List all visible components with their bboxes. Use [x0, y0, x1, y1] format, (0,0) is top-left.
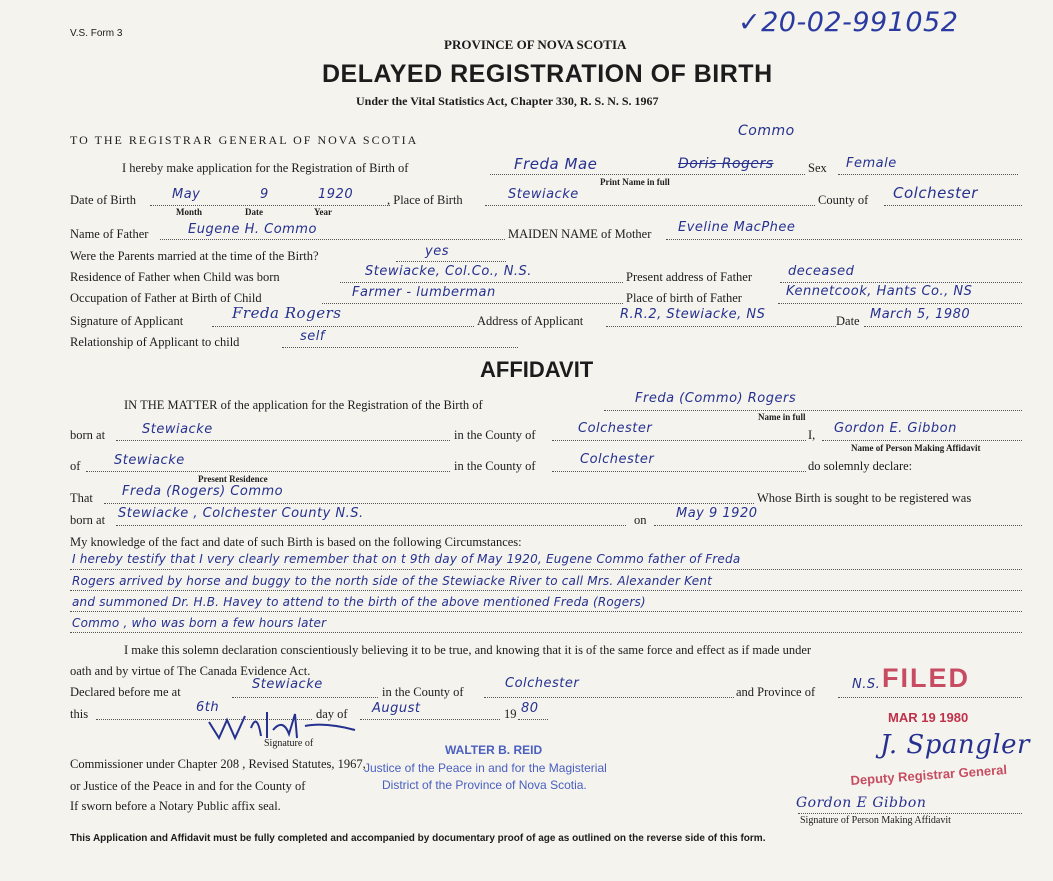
married-label: Were the Parents married at the time of the Birth? — [70, 249, 319, 263]
county-line — [884, 205, 1022, 206]
addressee-line: TO THE REGISTRAR GENERAL OF NOVA SCOTIA — [70, 133, 419, 147]
dob-day-value: 9 — [260, 187, 269, 202]
on-label: on — [634, 513, 647, 527]
sex-line — [838, 174, 1018, 175]
occupation-label: Occupation of Father at Birth of Child — [70, 291, 262, 305]
mother-value: Eveline MacPhee — [678, 220, 796, 235]
file-number: ✓20-02-991052 — [738, 7, 959, 38]
application-date-line — [864, 326, 1022, 327]
declared-county: Colchester — [505, 676, 580, 691]
present-residence-note: Present Residence — [198, 474, 268, 484]
residence-of-line — [86, 471, 450, 472]
deponent-residence: Stewiacke — [114, 453, 185, 468]
month-line — [360, 719, 500, 720]
relationship-label: Relationship of Applicant to child — [70, 335, 240, 349]
year-line — [518, 719, 548, 720]
birth-date-value: May 9 1920 — [676, 506, 758, 521]
declared-place: Stewiacke — [252, 677, 323, 692]
knowledge-text: My knowledge of the fact and date of such Birth is based on the following Circumstances: — [70, 535, 522, 549]
solemnly-declare: do solemnly declare: — [808, 459, 913, 473]
year-value: 80 — [521, 701, 539, 716]
present-address-label: Present address of Father — [626, 270, 753, 284]
surname-correction: Commo — [738, 123, 795, 139]
month-value: August — [372, 701, 421, 716]
born-at-line-2 — [116, 525, 626, 526]
jp-stamp-name: WALTER B. REID — [445, 743, 543, 757]
county-label: County of — [818, 193, 869, 207]
residence-line — [340, 282, 623, 283]
applicant-signature-label: Signature of Applicant — [70, 314, 184, 328]
matter-text: IN THE MATTER of the application for the Registration of the Birth of — [124, 398, 483, 412]
name-in-full-note: Name in full — [758, 412, 806, 422]
present-address-value: deceased — [788, 264, 855, 279]
whose-birth: Whose Birth is sought to be registered was — [757, 491, 972, 505]
commissioner-line-3: If sworn before a Notary Public affix seal. — [70, 799, 281, 813]
circ-line-3 — [70, 611, 1022, 612]
sex-value: Female — [846, 156, 897, 171]
deponent-signature-label: Signature of Person Making Affidavit — [800, 815, 951, 826]
jp-stamp-line-3: District of the Province of Nova Scotia. — [382, 778, 587, 792]
pob-line — [485, 205, 815, 206]
county-of-line — [552, 440, 806, 441]
county-of-label-2: in the County of — [454, 459, 536, 473]
year-prefix: 19 — [504, 707, 517, 721]
applicant-address-value: R.R.2, Stewiacke, NS — [620, 307, 766, 322]
deputy-registrar-stamp: Deputy Registrar General — [850, 762, 1008, 788]
county-of-line-2 — [552, 471, 806, 472]
form-number: V.S. Form 3 — [70, 28, 123, 39]
declared-label: Declared before me at — [70, 685, 181, 699]
child-name-struck: Doris Rogers — [678, 156, 774, 172]
application-date-label: Date — [836, 314, 860, 328]
occupation-value: Farmer - lumberman — [352, 285, 496, 300]
dob-month-value: May — [172, 187, 201, 202]
filed-stamp: FILED — [882, 663, 970, 693]
applicant-address-label: Address of Applicant — [477, 314, 584, 328]
mother-label: MAIDEN NAME of Mother — [508, 227, 652, 241]
child-name-value: Freda Mae — [514, 155, 598, 173]
deponent-county: Colchester — [580, 452, 655, 467]
print-name-note: Print Name in full — [600, 177, 670, 187]
signature-of-label: Signature of — [264, 738, 314, 749]
residence-label: Residence of Father when Child was born — [70, 270, 280, 284]
circ-line-1 — [70, 569, 1022, 570]
married-value: yes — [425, 244, 449, 259]
circumstance-line: and summoned Dr. H.B. Havey to attend to the birth of the above mentioned Freda (Rogers) — [72, 595, 646, 609]
circ-line-4 — [70, 632, 1022, 633]
that-line — [104, 503, 754, 504]
occupation-line — [322, 303, 623, 304]
born-at-line — [116, 440, 450, 441]
jp-stamp-line-2: Justice of the Peace in and for the Magisterial — [364, 761, 607, 775]
on-line — [654, 525, 1022, 526]
father-birthplace-label: Place of birth of Father — [626, 291, 742, 305]
applicant-signature: Freda Rogers — [232, 304, 342, 322]
year-note: Year — [314, 207, 332, 217]
commissioner-line-1: Commissioner under Chapter 208 , Revised Statutes, 1967, — [70, 757, 366, 771]
that-value: Freda (Rogers) Commo — [122, 484, 284, 499]
circumstance-line: I hereby testify that I very clearly remember that on t 9th day of May 1920, Eugene Commo father of Freda — [72, 552, 741, 566]
commissioner-line-2: or Justice of the Peace in and for the County of — [70, 779, 306, 793]
county-of-label: in the County of — [454, 428, 536, 442]
circumstance-line: Commo , who was born a few hours later — [72, 616, 327, 630]
dob-line — [150, 205, 390, 206]
date-note: Date — [245, 207, 263, 217]
sex-label: Sex — [808, 161, 827, 175]
mother-line — [666, 239, 1022, 240]
father-line — [160, 239, 505, 240]
born-county-value: Colchester — [578, 421, 653, 436]
application-intro: I hereby make application for the Registration of Birth of — [122, 161, 409, 175]
circ-line-2 — [70, 590, 1022, 591]
filed-date: MAR 19 1980 — [888, 710, 969, 725]
province-label: and Province of — [736, 685, 816, 699]
that-label: That — [70, 491, 93, 505]
province-heading: PROVINCE OF NOVA SCOTIA — [444, 37, 627, 52]
father-label: Name of Father — [70, 227, 149, 241]
applicant-address-line — [606, 326, 836, 327]
day-value: 6th — [196, 700, 220, 715]
born-at-label: born at — [70, 428, 106, 442]
this-label: this — [70, 707, 89, 721]
day-of-label: day of — [316, 707, 348, 721]
declaration-line-1: I make this solemn declaration conscientiously believing it to be true, and knowing that it is of the same force and effect as if made under — [124, 643, 812, 657]
father-value: Eugene H. Commo — [188, 222, 317, 237]
declared-province: N.S. — [852, 677, 881, 692]
declared-line — [232, 697, 378, 698]
matter-value: Freda (Commo) Rogers — [635, 391, 797, 406]
declaration-line-2: oath and by virtue of The Canada Evidence Act. — [70, 664, 311, 678]
circumstance-line: Rogers arrived by horse and buggy to the north side of the Stewiacke River to call Mrs. Alexander Kent — [72, 574, 713, 588]
of-label: of — [70, 459, 81, 473]
county-of-label-3: in the County of — [382, 685, 464, 699]
married-line — [396, 261, 506, 262]
born-at-value: Stewiacke — [142, 422, 213, 437]
pob-label: , Place of Birth — [387, 193, 463, 207]
province-line — [838, 697, 1022, 698]
application-date-value: March 5, 1980 — [870, 307, 971, 322]
dob-year-value: 1920 — [318, 187, 354, 202]
applicant-signature-line — [212, 326, 474, 327]
name-line — [490, 174, 805, 175]
form-subtitle: Under the Vital Statistics Act, Chapter 330, R. S. N. S. 1967 — [356, 94, 659, 108]
matter-line — [604, 410, 1022, 411]
father-birthplace-value: Kennetcook, Hants Co., NS — [786, 284, 973, 299]
pob-value: Stewiacke — [508, 187, 579, 202]
dob-label: Date of Birth — [70, 193, 136, 207]
deponent-note: Name of Person Making Affidavit — [851, 443, 981, 453]
born-at-value-2: Stewiacke , Colchester County N.S. — [118, 506, 364, 521]
residence-value: Stewiacke, Col.Co., N.S. — [365, 264, 532, 279]
born-at-label-2: born at — [70, 513, 106, 527]
present-address-line — [780, 282, 1022, 283]
i-label: I, — [808, 428, 816, 442]
month-note: Month — [176, 207, 203, 217]
footer-note: This Application and Affidavit must be fully completed and accompanied by documentary proof of age as outlined on the reverse side of this form. — [70, 833, 766, 844]
deputy-signature: J. Spangler — [880, 730, 1030, 760]
county-value: Colchester — [893, 184, 978, 202]
relationship-line — [282, 347, 518, 348]
deponent-signature: Gordon E Gibbon — [796, 795, 927, 811]
relationship-value: self — [300, 329, 325, 344]
father-birthplace-line — [778, 303, 1022, 304]
deponent-value: Gordon E. Gibbon — [834, 421, 957, 436]
form-title: DELAYED REGISTRATION OF BIRTH — [322, 60, 773, 88]
county-of-line-3 — [484, 697, 734, 698]
deponent-line — [822, 440, 1022, 441]
affidavit-heading: AFFIDAVIT — [480, 357, 594, 382]
